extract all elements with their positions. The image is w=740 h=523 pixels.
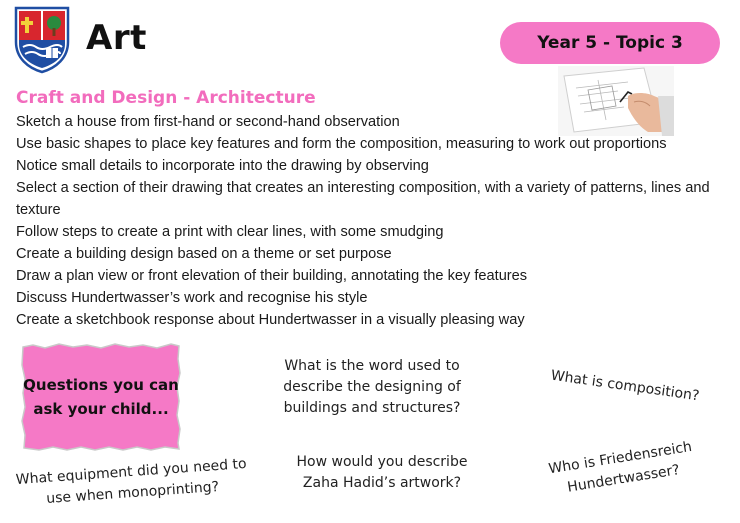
objective-item: Discuss Hundertwasser’s work and recognise his style <box>16 290 368 306</box>
objective-item: Select a section of their drawing that creates an interesting composition, with a variety of patterns, lines and texture <box>16 180 710 218</box>
question-item: What is the word used to describe the designing of buildings and structures? <box>283 358 461 416</box>
objectives-list <box>16 111 732 331</box>
questions-heading: Questions you can ask your child... <box>23 376 179 418</box>
section-title: Craft and Design - Architecture <box>16 88 316 108</box>
objective-item: Notice small details to incorporate into the drawing by observing <box>16 158 429 174</box>
questions-heading-box <box>21 343 181 451</box>
question-item: How would you describe Zaha Hadid’s artwork? <box>296 454 468 491</box>
page-title: Art <box>86 18 147 58</box>
topic-badge: Year 5 - Topic 3 <box>500 22 720 64</box>
question-item: What equipment did you need to use when monoprinting? <box>15 455 248 507</box>
objective-item: Sketch a house from first-hand or second-hand observation <box>16 114 400 130</box>
question-item: Who is Friedensreich Hundertwasser? <box>547 438 694 496</box>
school-crest-icon <box>12 4 72 74</box>
objective-item: Follow steps to create a print with clear lines, with some smudging <box>16 224 444 240</box>
objective-item: Use basic shapes to place key features and form the composition, measuring to work out proportions <box>16 136 667 152</box>
question-item: What is composition? <box>549 367 701 405</box>
objective-item: Create a building design based on a theme or set purpose <box>16 246 392 262</box>
objective-item: Draw a plan view or front elevation of their building, annotating the key features <box>16 268 528 284</box>
objective-item: Create a sketchbook response about Hundertwasser in a visually pleasing way <box>16 312 525 328</box>
